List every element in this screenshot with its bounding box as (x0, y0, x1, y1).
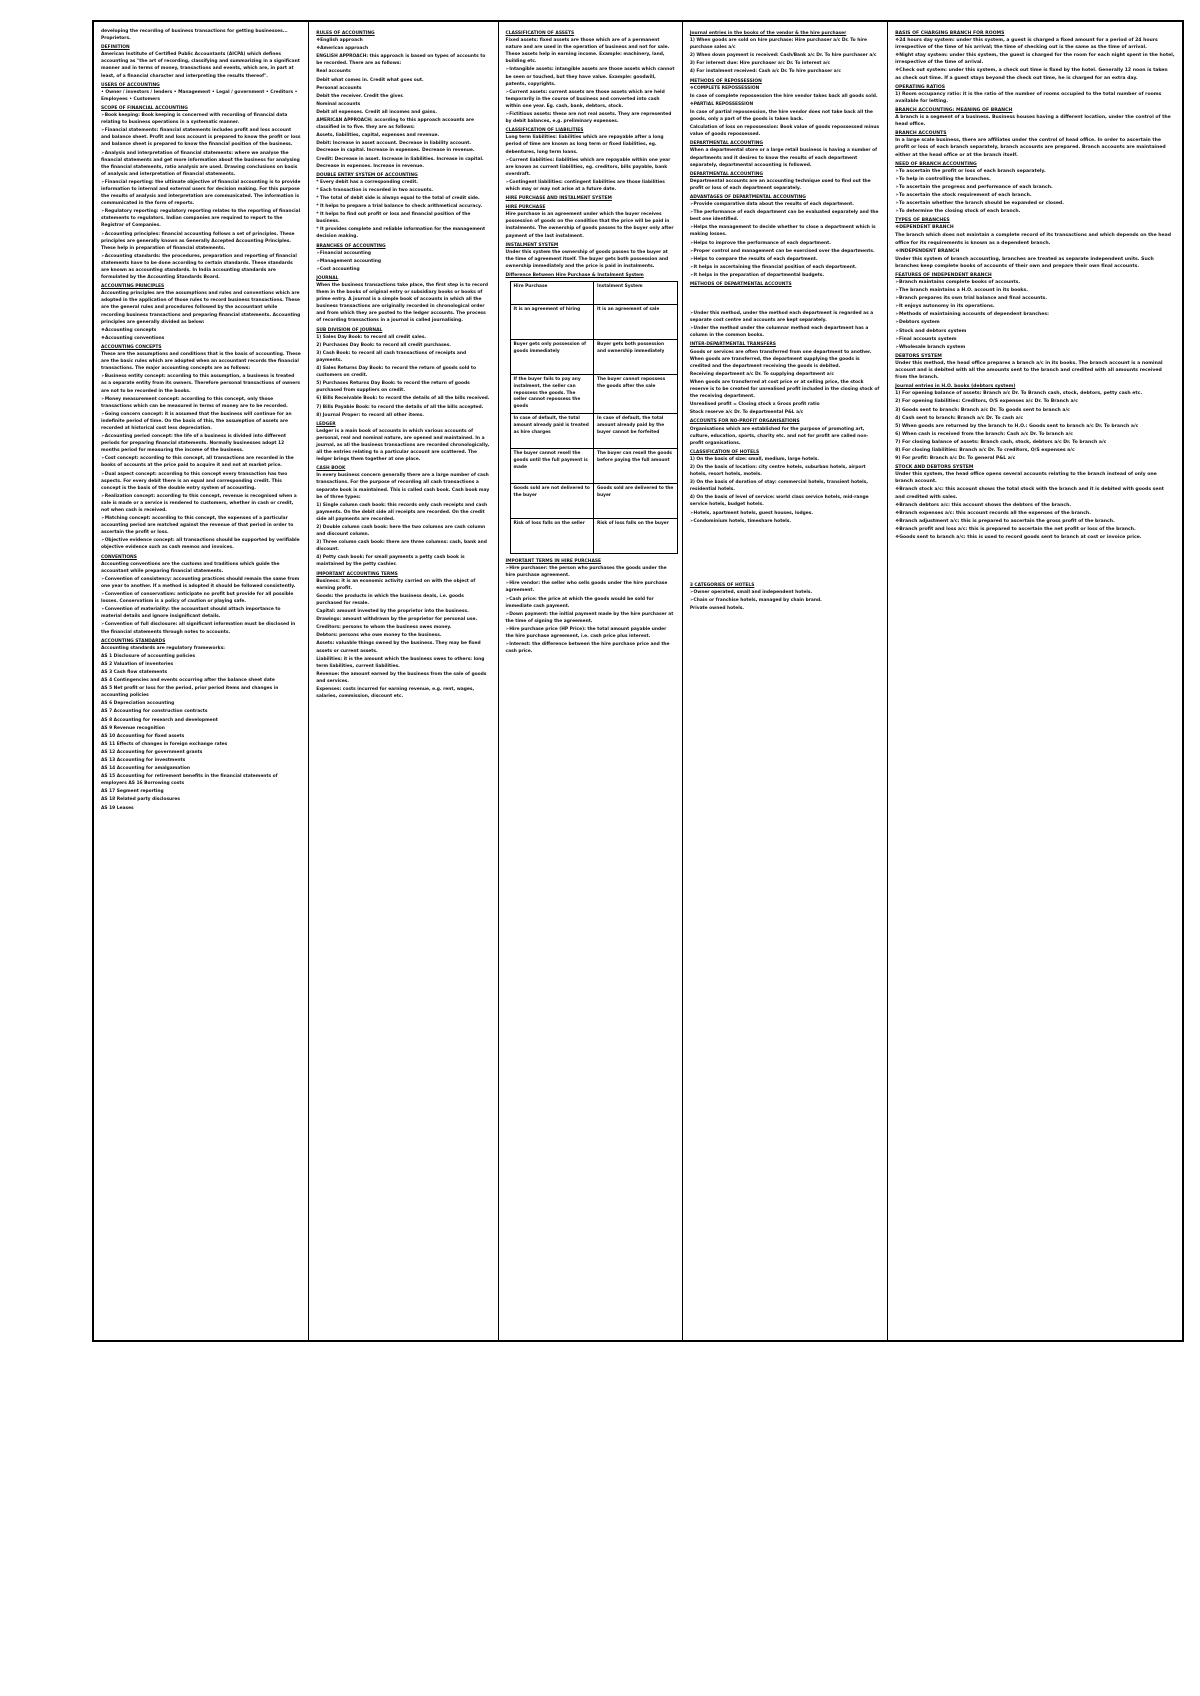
paragraph: 8) Journal Proper: to record all other items. (316, 412, 424, 418)
paragraph: 4) On the basis of level of service: world class service hotels, mid-range service hotels, budget hotels. (689, 495, 869, 508)
section-heading: FEATURES OF INDEPENDENT BRANCH (895, 272, 992, 278)
paragraph: 7) For closing balance of assets: Branch cash, stock, debtors a/c Dr. To branch a/c (895, 439, 1107, 445)
paragraph: * It helps to find out profit or loss and financial position of the business. (316, 212, 471, 225)
table-cell: Goods sold are not delivered to the buyer (510, 484, 594, 519)
bullet-item: ➢ Book keeping: Book keeping is concerned with recording of financial data relating to business operations in a systematic manner. (101, 112, 301, 126)
paragraph: * It provides complete and reliable information for the management decision making. (316, 227, 486, 240)
table-cell: Instalment System (594, 282, 678, 305)
paragraph: Debit all expenses. Credit all incomes and gains. (316, 109, 437, 115)
spacer (690, 288, 880, 310)
bullet-item: ➢ Interest: the difference between the hire purchase price and the cash price. (506, 641, 675, 655)
section-heading: STOCK AND DEBTORS SYSTEM (895, 465, 974, 471)
bullet-item: ➢ Methods of maintaining accounts of dependent branches: (895, 311, 1175, 318)
bullet-item: ➢ Accounting standards: the procedures, preparation and reporting of financial statements have to be done according to certain standards. These standards are known as accounting standards. In India accounting standards are formulated by the Accounting Standards Board. (101, 253, 301, 281)
bullet-item: ➢ Current liabilities: liabilities which are repayable within one year are known as current liabilities, eg. creditors, bills payable, bank overdraft. (506, 157, 675, 178)
bullet-item: ➢ Cost concept: according to this concept, all transactions are recorded in the books of accounts at the price paid to acquire it and not at market price. (101, 455, 301, 469)
paragraph: 3) On the basis of duration of stay: commercial hotels, transient hotels, residential hotels. (689, 480, 868, 493)
section-heading: IMPORTANT ACCOUNTING TERMS (316, 571, 398, 577)
paragraph: AS 14 Accounting for amalgamation (101, 766, 191, 772)
paragraph: In a large scale business, there are affiliates under the control of head office. In order to ascertain the profit or loss of each branch separately, branch accounts are prepared. Branch accounts are maintained either at the head office or at the branch itself. (895, 138, 1166, 158)
paragraph: * Each transaction is recorded in two accounts. (316, 187, 434, 193)
section-heading: NEED OF BRANCH ACCOUNTING (895, 161, 977, 167)
bullet-item: ➢ Cash price: the price at which the goods would be sold for immediate cash payment. (506, 596, 675, 610)
paragraph: AS 12 Accounting for government grants (101, 749, 203, 755)
bullet-item: ❖ Branch stock a/c: this account shows the total stock with the branch and it is debited with goods sent and credited with sales. (895, 486, 1175, 500)
comparison-table (510, 281, 678, 554)
bullet-item: ➢ To ascertain the progress and performance of each branch. (895, 184, 1175, 191)
paragraph: When goods are transferred at cost price or at selling price, the stock reserve is to be created for unrealised profit included in the closing stock of the receiving department. (689, 379, 880, 400)
section-heading: DEFINITION (101, 45, 130, 51)
bullet-item: ➢ Hire vendor: the seller who sells goods under the hire purchase agreement. (506, 580, 675, 594)
bullet-item: ➢ Realization concept: according to this concept, revenue is recognised when a sale is made or a service is rendered to customers, whether in cash or credit, not when cash is received. (101, 493, 301, 514)
paragraph: AS 1 Disclosure of accounting policies (101, 653, 196, 659)
paragraph: Personal accounts (316, 85, 362, 91)
section-heading: HIRE PURCHASE (505, 205, 546, 211)
paragraph: 1) On the basis of size: small, medium, large hotels. (689, 456, 820, 462)
section-heading: JOURNAL (316, 275, 339, 281)
paragraph: Goods: the products in which the business deals, i.e. goods purchased for resale. (316, 593, 464, 606)
paragraph: Credit: Decrease in asset. Increase in liabilities. Increase in capital. Decrease in expenses. Increase in revenue. (316, 156, 484, 169)
paragraph: 7) Bills Payable Book: to record the details of all the bills accepted. (316, 404, 484, 410)
paragraph: Drawings: amount withdrawn by the proprietor for personal use. (316, 617, 478, 623)
section-heading: CLASSIFICATION OF ASSETS (505, 31, 575, 36)
bullet-item: ➢ Intangible assets: intangible assets are those assets which cannot be seen or touched, but they have value. Example: goodwill, patents, copyrights. (506, 66, 675, 87)
paragraph: 1) Sales Day Book: to record all credit sales. (316, 334, 427, 340)
paragraph: Nominal accounts (316, 101, 361, 107)
paragraph: Under this system the ownership of goods passes to the buyer at the time of agreement itself. The buyer gets both possession and ownership immediately and the price is paid in instalments. (505, 249, 669, 269)
bullet-item: ➢ Hotels, apartment hotels, guest houses, lodges. (690, 510, 880, 517)
paragraph: developing the recording of business transactions for getting businesses... Proprietors. (101, 29, 288, 42)
bullet-item: ➢ It helps in the preparation of departmental budgets. (690, 272, 880, 279)
paragraph: * The total of debit side is always equal to the total of credit side. (316, 195, 480, 201)
section-heading: 3 CATEGORIES OF HOTELS (689, 582, 755, 588)
section-heading: TYPES OF BRANCHES (895, 218, 950, 224)
paragraph: 5) Purchases Returns Day Book: to record the return of goods purchased from suppliers on credit. (316, 381, 470, 394)
paragraph: ENGLISH APPROACH: this approach is based on types of accounts to be recorded. There are as follows: (316, 54, 486, 67)
bullet-item: ❖ Accounting conventions (101, 335, 301, 342)
bullet-item: ➢ Owner operated, small and independent hotels. (690, 589, 880, 596)
paragraph: 1) For opening balance of assets: Branch a/c Dr. To Branch cash, stock, debtors, petty cash etc. (895, 391, 1143, 397)
paragraph: 6) Bills Receivable Book: to record the details of all the bills received. (316, 396, 490, 402)
bullet-item: ➢ Helps to improve the performance of each department. (690, 240, 880, 247)
table-row (510, 305, 677, 340)
bullet-item: ❖ PARTIAL REPOSSESSION (690, 101, 880, 108)
bullet-item: ➢ Money measurement concept: according to this concept, only those transactions which can be measured in terms of money are to be recorded. (101, 396, 301, 410)
notes-column (309, 22, 498, 1340)
section-heading: Difference Between Hire Purchase & Instalment System (505, 273, 644, 278)
paragraph: AS 13 Accounting for investments (101, 758, 186, 763)
section-heading: Journal entries in H.O. books (debtors system) (895, 384, 1016, 390)
bullet-item: ➢ Cost accounting (316, 266, 490, 273)
table-cell: In case of default, the total amount already paid by the buyer cannot be forfeited (594, 414, 678, 449)
paragraph: The branch which does not maintain a complete record of its transactions and which depends on the head office for its requirements is known as a dependent branch. (895, 233, 1172, 246)
section-heading: CASH BOOK (316, 466, 346, 472)
table-row (510, 519, 677, 554)
section-heading: METHODS OF DEPARTMENTAL ACCOUNTS (689, 282, 792, 287)
notes-column (683, 22, 888, 1340)
table-cell: Buyer gets only possession of goods immediately (510, 340, 594, 375)
bullet-item: ➢ Hire purchaser: the person who purchases the goods under the hire purchase agreement. (506, 565, 675, 579)
notes-sheet (92, 20, 1184, 1342)
paragraph: Fixed assets: fixed assets are those which are of a permanent nature and are used in the operation of business and not for sale. These assets help in earning income. Example: machinery, land, building etc. (505, 38, 670, 65)
paragraph: 4) Petty cash book: for small payments a petty cash book is maintained by the petty cashier. (316, 555, 465, 568)
bullet-item: ❖ Goods sent to branch a/c: this is used to record goods sent to branch at cost or invoice price. (895, 534, 1175, 541)
paragraph: In case of partial repossession, the hire vendor does not take back all the goods, only a part of the goods is taken back. (689, 109, 873, 123)
bullet-item: ➢ Under this method, under the method each department is regarded as a separate cost centre and accounts are kept separately. (690, 310, 880, 324)
paragraph: 4) For instalment received: Cash a/c Dr. To hire purchaser a/c (689, 69, 841, 75)
section-heading: ACCOUNTING PRINCIPLES (101, 284, 165, 290)
bullet-item: ❖ Accounting concepts (101, 327, 301, 334)
paragraph: AS 19 Leases (101, 805, 134, 811)
bullet-item: ➢ Final accounts system (895, 336, 1175, 343)
bullet-item: ❖ INDEPENDENT BRANCH (895, 248, 1175, 255)
bullet-item: ➢ Accounting principles: financial accounting follows a set of principles. These principles are generally known as Generally Accepted Accounting Principles. These help in preparation of financial statements. (101, 231, 301, 252)
bullet-item: ➢ Matching concept: according to this concept, the expenses of a particular accounting period are matched against the revenue of that period in order to ascertain the profit or loss. (101, 515, 301, 536)
bullet-item: ➢ Branch prepares its own trial balance and final accounts. (895, 295, 1175, 302)
bullet-item: ➢ Stock and debtors system (895, 328, 1175, 335)
bullet-item: ❖ COMPLETE REPOSSESSION (690, 85, 880, 92)
bullet-item: ➢ Down payment: the initial payment made by the hire purchaser at the time of signing the agreement. (506, 611, 675, 625)
bullet-item: ➢ It helps in ascertaining the financial position of each department. (690, 264, 880, 271)
paragraph: Under this system, the head office opens several accounts relating to the branch instead of only one branch account. (895, 472, 1157, 485)
table-cell: It is an agreement of hiring (510, 305, 594, 340)
paragraph: * Every debit has a corresponding credit. (316, 179, 418, 185)
section-heading: CONVENTIONS (101, 554, 137, 560)
table-row (510, 414, 677, 449)
paragraph: Debit the receiver. Credit the giver. (316, 93, 404, 99)
bullet-item: ➢ Going concern concept: it is assumed that the business will continue for an indefinite period of time. On the basis of this, the assumption of assets are recorded at historical cost less depreciation. (101, 411, 301, 432)
paragraph: AS 6 Depreciation accounting (101, 701, 175, 707)
bullet-item: ➢ Convention of consistency: accounting practices should remain the same from one year to another. If a method is adopted it should be followed consistently. (101, 576, 301, 590)
section-heading: RULES OF ACCOUNTING (316, 31, 375, 36)
table-cell: Risk of loss falls on the seller (510, 519, 594, 554)
bullet-item: ➢ Business entity concept: according to this assumption, a business is treated as a separate entity from its owners. Therefore personal transactions of owners are not to be recorded in the books. (101, 373, 301, 394)
paragraph: When a departmental store or a large retail business is having a number of departments and it desires to know the results of each department separately, departmental accounting is followed. (689, 148, 878, 168)
paragraph: Capital: amount invested by the proprietor into the business. (316, 609, 469, 615)
bullet-item: ❖ American approach (316, 45, 490, 52)
bullet-item: ➢ To ascertain the stock requirement of each branch. (895, 192, 1175, 199)
section-heading: DEPARTMENTAL ACCOUNTING (689, 141, 764, 147)
bullet-item: ➢ Debtors system (895, 319, 1175, 326)
paragraph: AS 17 Segment reporting (101, 789, 164, 795)
table-cell: It is an agreement of sale (594, 305, 678, 340)
paragraph: Goods or services are often transferred from one department to another. When goods are transferred, the department supplying the goods is credited and the department receiving the goods is debited. (689, 349, 872, 369)
bullet-item: ❖ 24 hours day system: under this system, a guest is charged a fixed amount for a period of 24 hours irrespective of the time of his arrival; the time of checking out is the same as the time of arrival. (895, 37, 1175, 51)
table-cell: The buyer cannot resell the goods until the full payment is made (510, 449, 594, 484)
bullet-item: ➢ Helps to compare the results of each department. (690, 256, 880, 263)
section-heading: DOUBLE ENTRY SYSTEM OF ACCOUNTING (316, 172, 418, 178)
bullet-item: ➢ It enjoys autonomy in its operations. (895, 303, 1175, 310)
paragraph: Debtors: persons who owe money to the business. (316, 633, 442, 639)
bullet-item: ❖ English approach (316, 37, 490, 44)
section-heading: ACCOUNTS FOR NO-PROFIT ORGANISATIONS (689, 419, 800, 425)
paragraph: Long term liabilities: liabilities which are repayable after a long period of time are known as long term or fixed liabilities, eg. debentures, long term loans. (505, 135, 664, 155)
section-heading: ACCOUNTING CONCEPTS (101, 344, 162, 350)
paragraph: • Owner / investors / lenders • Management • Legal / government • Creditors • Employees • Customers (101, 89, 298, 102)
paragraph: Real accounts (316, 69, 351, 75)
section-heading: INTER-DEPARTMENTAL TRANSFERS (689, 342, 776, 348)
bullet-item: ➢ Accounting period concept: the life of a business is divided into different periods for preparing financial statements. Normally businesses adopt 12 months period for measuring the income of the business. (101, 433, 301, 454)
paragraph: Unrealised profit = Closing stock x Gross profit ratio (689, 402, 820, 408)
paragraph: * It helps to prepare a trial balance to check arithmetical accuracy. (316, 204, 483, 210)
notes-column (888, 22, 1182, 1340)
bullet-item: ❖ Branch profit and loss a/c: this is prepared to ascertain the net profit or loss of the branch. (895, 526, 1175, 533)
paragraph: 9) For profit: Branch a/c Dr. To general P&L a/c (895, 456, 1016, 462)
table-row (510, 484, 677, 519)
paragraph: AS 11 Effects of changes in foreign exchange rates (101, 741, 228, 747)
bullet-item: ➢ Contingent liabilities: contingent liabilities are those liabilities which may or may not arise at a future date. (506, 179, 675, 193)
table-cell: Risk of loss falls on the buyer (594, 519, 678, 554)
section-heading: DEPARTMENTAL ACCOUNTING (689, 171, 764, 177)
paragraph: Accounting principles are the assumptions and rules and conventions which are adopted in the application of those rules to record business transactions. These are the general rules and procedures followed by the accountant while recording business transactions and preparing financial statements. Accounting principles are generally divided as below: (101, 291, 301, 325)
paragraph: AS 15 Accounting for retirement benefits in the financial statements of employers AS 16 Borrowing costs (101, 774, 278, 787)
paragraph: Debit what comes in. Credit what goes out. (316, 77, 424, 83)
bullet-item: ➢ To ascertain whether the branch should be expanded or closed. (895, 200, 1175, 207)
bullet-item: ➢ Regulatory reporting: regulatory reporting relates to the reporting of financial statements to regulators. Indian companies are required to report to the Registrar of Companies. (101, 208, 301, 229)
paragraph: Business: it is an economic activity carried on with the object of earning profit. (316, 578, 476, 591)
paragraph: Creditors: persons to whom the business owes money. (316, 625, 452, 631)
paragraph: A branch is a segment of a business. Business houses having a different location, under the control of the head office. (895, 115, 1171, 128)
bullet-item: ➢ Helps the management to decide whether to close a department which is making losses. (690, 224, 880, 238)
section-heading: INSTALMENT SYSTEM (505, 242, 559, 248)
bullet-item: ➢ Condominium hotels, timeshare hotels. (690, 518, 880, 525)
paragraph: Under this method, the head office prepares a branch a/c in its books. The branch account is a nominal account and is debited with all the amounts sent to the branch and credited with all amounts received from the branch. (895, 360, 1163, 381)
paragraph: 2) Purchases Day Book: to record all credit purchases. (316, 342, 451, 348)
table-cell: The buyer can resell the goods before paying the full amount (594, 449, 678, 484)
bullet-item: ❖ Branch adjustment a/c: this is prepared to ascertain the gross profit of the branch. (895, 518, 1175, 525)
table-row (510, 340, 677, 375)
section-heading: OPERATING RATIOS (895, 84, 946, 90)
paragraph: When the business transactions take place, the first step is to record them in the books of original entry or subsidiary books or books of prime entry. A journal is a simple book of accounts in which all the business transactions are originally recorded in chronological order and from which they are posted to the ledger accounts. The process of recording transactions in a journal is called journalising. (316, 283, 489, 324)
bullet-item: ❖ Branch expenses a/c: this account records all the expenses of the branch. (895, 510, 1175, 517)
section-heading: CLASSIFICATION OF HOTELS (689, 449, 760, 455)
bullet-item: ➢ Provide comparative data about the results of each department. (690, 201, 880, 208)
table-row (510, 449, 677, 484)
bullet-item: ➢ Convention of conservatism: anticipate no profit but provide for all possible losses. Conservatism is a policy of caution or playing safe. (101, 591, 301, 605)
paragraph: AS 8 Accounting for research and development (101, 717, 218, 723)
bullet-item: ❖ Night stay system: under this system, the guest is charged for the room for each night spent in the hotel, irrespective of the time of arrival. (895, 52, 1175, 66)
bullet-item: ➢ Objective evidence concept: all transactions should be supported by verifiable objective evidence such as cash memos and invoices. (101, 537, 301, 551)
bullet-item: ➢ Financial reporting: the ultimate objective of financial accounting is to provide information to internal and external users for decision making. For this purpose the results of analysis and interpretation are communicated. The information is communicated in the form of reports. (101, 179, 301, 207)
section-heading: IMPORTANT TERMS IN HIRE PURCHASE (505, 559, 602, 565)
bullet-item: ➢ Wholesale branch system (895, 344, 1175, 351)
section-heading: HIRE PURCHASE AND INSTALMENT SYSTEM (505, 196, 612, 202)
paragraph: Revenue: the amount earned by the business from the sale of goods and services. (316, 671, 487, 684)
bullet-item: ➢ Branch maintains complete books of accounts. (895, 279, 1175, 286)
paragraph: Accounting standards are regulatory frameworks: (101, 645, 225, 651)
spacer (690, 526, 880, 580)
bullet-item: ➢ The performance of each department can be evaluated separately and the best one identified. (690, 209, 880, 223)
paragraph: Stock reserve a/c Dr. To departmental P&L a/c (689, 410, 804, 416)
paragraph: AS 7 Accounting for construction contracts (101, 709, 208, 715)
section-heading: ACCOUNTING STANDARDS (101, 638, 166, 644)
section-heading: Journal entries in the books of the vendor & the hire purchaser (689, 31, 847, 36)
section-heading: BASIS OF CHARGING BRANCH FOR ROOMS (895, 31, 1005, 36)
bullet-item: ➢ Under the method under the columnar method each department has a column in the common books. (690, 325, 880, 339)
bullet-item: ➢ To help in controlling the branches. (895, 176, 1175, 183)
bullet-item: ➢ Dual aspect concept: according to this concept every transaction has two aspects. For every debit there is an equal and corresponding credit. This concept is the basis of the double entry system of accounting. (101, 471, 301, 492)
paragraph: 2) Double column cash book: here the two columns are cash column and discount column. (316, 525, 486, 538)
table-cell: In case of default, the total amount already paid is treated as hire charges (510, 414, 594, 449)
section-heading: USERS OF ACCOUNTING (101, 82, 160, 88)
paragraph: 4) Sales Returns Day Book: to record the return of goods sold to customers on credit. (316, 366, 477, 379)
paragraph: 1) Room occupancy ratio: it is the ratio of the number of rooms occupied to the total number of rooms available for letting. (895, 91, 1162, 104)
paragraph: Liabilities: it is the amount which the business owes to others: long term liabilities, current liabilities. (316, 656, 485, 669)
bullet-item: ➢ Hire purchase price (HP Price): the total amount payable under the hire purchase agreement, i.e. cash price plus interest. (506, 626, 675, 640)
bullet-item: ➢ Management accounting (316, 258, 490, 265)
paragraph: 5) When goods are returned by the branch to H.O.: Goods sent to branch a/c Dr. To branch a/c (895, 423, 1139, 429)
paragraph: Debit: Increase in asset account. Decrease in liability account. Decrease in capital. Increase in expenses. Decrease in revenue. (316, 141, 475, 154)
section-heading: BRANCHES OF ACCOUNTING (316, 243, 386, 249)
paragraph: Hire purchase is an agreement under which the buyer receives possession of goods on the condition that the price will be paid in instalments. The ownership of goods passes to the buyer only after payment of the last instalment. (505, 212, 674, 239)
bullet-item: ➢ Analysis and interpretation of financial statements: where we analyse the financial statements and get more information about the business for analysing the financial statements, ratio analysis are used. Drawing conclusions on basis of analysis and interpretation of financial statements. (101, 150, 301, 178)
paragraph: AS 5 Net profit or loss for the period, prior period items and changes in accounting policies (101, 686, 279, 699)
paragraph: Organisations which are established for the purpose of promoting art, culture, education, sports, charity etc. and not for profit are called non-profit organisations. (689, 426, 869, 446)
table-row (510, 375, 677, 414)
table-cell: If the buyer fails to pay any instalment, the seller can repossess the goods. The seller cannot repossess the goods (510, 375, 594, 414)
section-heading: DEBTORS SYSTEM (895, 353, 942, 359)
paragraph: 2) On the basis of location: city centre hotels, suburban hotels, airport hotels, resort hotels, motels. (689, 464, 866, 478)
bullet-item: ❖ DEPENDENT BRANCH (895, 224, 1175, 231)
paragraph: Accounting conventions are the customs and traditions which guide the accountant while preparing financial statements. (101, 561, 280, 574)
bullet-item: ➢ To ascertain the profit or loss of each branch separately. (895, 168, 1175, 175)
paragraph: 3) For interest due: Hire purchaser a/c Dr. To interest a/c (689, 61, 831, 67)
notes-column (499, 22, 683, 1340)
section-heading: LEDGER (316, 421, 336, 427)
paragraph: Calculation of loss on repossession: Book value of goods repossessed minus value of goods repossessed. (689, 125, 880, 138)
table-cell: Goods sold are delivered to the buyer (594, 484, 678, 519)
section-heading: SUB DIVISION OF JOURNAL (316, 327, 383, 333)
paragraph: 3) Three column cash book: there are three columns: cash, bank and discount. (316, 540, 487, 553)
paragraph: In case of complete repossession the hire vendor takes back all goods sold. (689, 93, 878, 99)
paragraph: Ledger is a main book of accounts in which various accounts of personal, real and nominal nature, are opened and maintained. In a journal, as all the business transactions are recorded chronologically, all the entries relating to a particular account are scattered. The ledger brings them together at one place. (316, 428, 490, 463)
paragraph: Under this system of branch accounting, branches are treated as separate independent units. Such branches keep complete books of accounts of their own and prepare their own final accounts. (895, 256, 1154, 269)
paragraph: 8) For closing liabilities: Branch a/c Dr. To creditors, O/S expenses a/c (895, 447, 1075, 453)
section-heading: BRANCH ACCOUNTING: MEANING OF BRANCH (895, 107, 1013, 113)
section-heading: SCOPE OF FINANCIAL ACCOUNTING (101, 105, 188, 111)
paragraph: Expenses: costs incurred for earning revenue, e.g. rent, wages, salaries, commission, discount etc. (316, 686, 475, 700)
paragraph: AS 10 Accounting for fixed assets (101, 733, 185, 739)
paragraph: In every business concern generally there are a large number of cash transactions. For the purpose of recording all cash transactions a separate book is maintained. This is called cash book. Cash book may be of three types: (316, 473, 490, 500)
paragraph: These are the assumptions and conditions that is the basis of accounting. These are the basic rules which are adopted when an accountant records the financial transactions. The major accounting concepts are as follows: (101, 352, 301, 372)
paragraph: 6) When cash is received from the branch: Cash a/c Dr. To branch a/c (895, 431, 1074, 437)
bullet-item: ❖ Check out system: under this system, a check out time is fixed by the hotel. Generally 12 noon is taken as check out time. If a guest stays beyond the check out time, he is charged for an extra day. (895, 67, 1175, 81)
table-row (510, 282, 677, 305)
paragraph: Departmental accounts are an accounting technique used to find out the profit or loss of each department separately. (689, 178, 871, 191)
paragraph: AS 4 Contingencies and events occurring after the balance sheet date (101, 678, 275, 684)
notes-column (94, 22, 309, 1340)
bullet-item: ❖ Branch debtors a/c: this account shows the debtors of the branch. (895, 502, 1175, 509)
paragraph: AS 9 Revenue recognition (101, 725, 165, 731)
bullet-item: ➢ Proper control and management can be exercised over the departments. (690, 248, 880, 255)
section-heading: BRANCH ACCOUNTS (895, 131, 947, 137)
bullet-item: ➢ Financial accounting (316, 250, 490, 257)
bullet-item: ➢ Fictitious assets: these are not real assets. They are represented by debit balances, e.g. preliminary expenses. (506, 111, 675, 125)
paragraph: 3) Goods sent to branch: Branch a/c Dr. To goods sent to branch a/c (895, 407, 1070, 413)
section-heading: ADVANTAGES OF DEPARTMENTAL ACCOUNTING (689, 194, 806, 200)
bullet-item: ➢ Chain or franchise hotels, managed by chain brand. (690, 597, 880, 604)
paragraph: AMERICAN APPROACH: according to this approach accounts are classified in to five. they are as follows: (316, 118, 474, 131)
bullet-item: ➢ Convention of full disclosure: all significant information must be disclosed in the financial statements through notes to accounts. (101, 621, 301, 635)
paragraph: 3) Cash Book: to record all cash transactions of receipts and payments. (316, 350, 467, 363)
section-heading: METHODS OF REPOSSESSION (689, 78, 762, 84)
section-heading: CLASSIFICATION OF LIABILITIES (505, 128, 584, 134)
paragraph: 1) When goods are sold on hire purchase: Hire purchaser a/c Dr. To hire purchase sales a/c (689, 38, 867, 51)
paragraph: Assets, liabilities, capital, expenses and revenue. (316, 133, 440, 139)
paragraph: Assets: valuable things owned by the business. They may be fixed assets or current assets. (316, 641, 481, 654)
bullet-item: ➢ Convention of materiality: the accountant should attach importance to material details and ignore insignificant details. (101, 606, 301, 620)
paragraph: 2) When down payment is received: Cash/Bank a/c Dr. To hire purchaser a/c (689, 53, 877, 59)
bullet-item: ➢ Financial statements: financial statements includes profit and loss account and balance sheet. Profit and loss account is prepared to know the profit or loss and balance sheet is prepared to know the financial position of the business. (101, 127, 301, 148)
paragraph: AS 2 Valuation of inventories (101, 661, 174, 667)
paragraph: AS 3 Cash flow statements (101, 669, 168, 675)
paragraph: 4) Cash sent to branch: Branch a/c Dr. To cash a/c (895, 415, 1024, 421)
bullet-item: ➢ To determine the closing stock of each branch. (895, 208, 1175, 215)
bullet-item: ➢ The branch maintains a H.O. account in its books. (895, 287, 1175, 294)
table-cell: The buyer cannot repossess the goods after the sale (594, 375, 678, 414)
paragraph: American Institute of Certified Public Accountants (AICPA) which defines accounting as "the art of recording, classifying and summarizing in a significant manner and in terms of money, transactions and events, which are, in part at least, of a financial character and interpreting the results thereof". (101, 52, 300, 79)
paragraph: Private owned hotels. (689, 606, 745, 611)
paragraph: Receiving department a/c Dr. To supplying department a/c (689, 371, 834, 377)
bullet-item: ➢ Current assets: current assets are those assets which are held temporarily in the course of business and converted into cash within one year. Eg. cash, bank, debtors, stock. (506, 89, 675, 110)
paragraph: 2) For opening liabilities: Creditors, O/S expenses a/c Dr. To Branch a/c (895, 399, 1078, 405)
table-cell: Hire Purchase (510, 282, 594, 305)
table-cell: Buyer gets both possession and ownership immediately (594, 340, 678, 375)
paragraph: 1) Single column cash book: this records only cash receipts and cash payments. On the debit side all receipts are recorded. On the credit side all payments are recorded. (316, 502, 488, 522)
paragraph: AS 18 Related party disclosures (101, 797, 180, 803)
